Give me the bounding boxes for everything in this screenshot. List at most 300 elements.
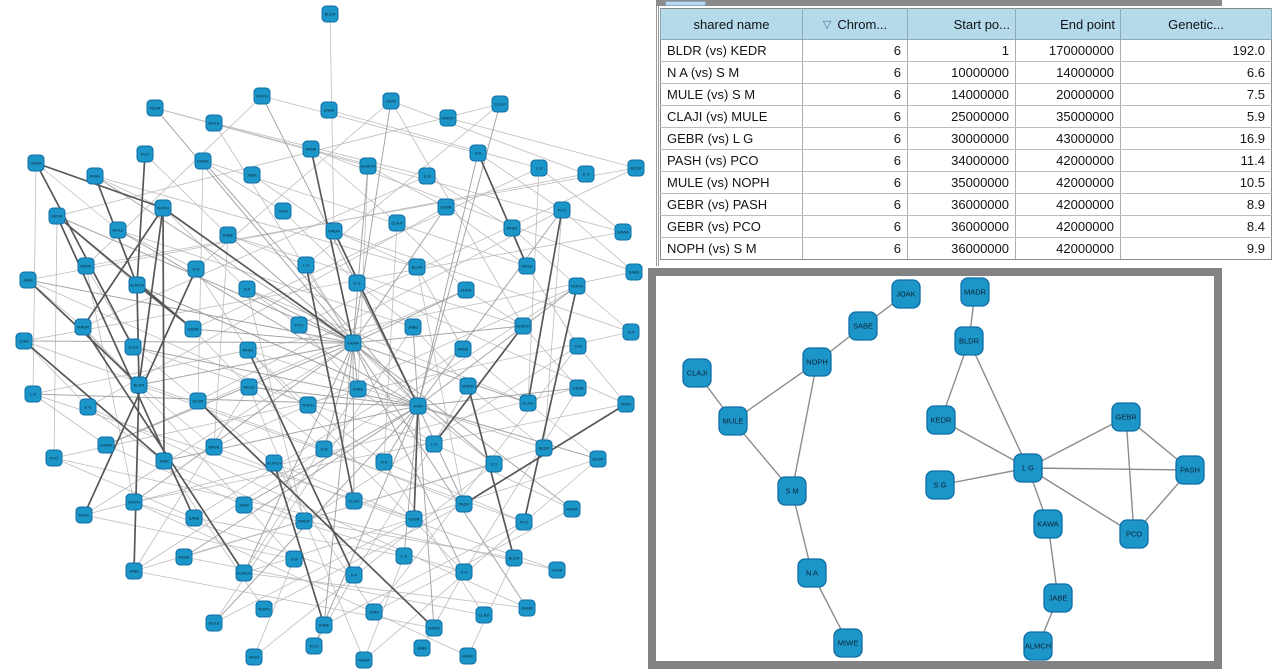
network-node[interactable]	[236, 565, 252, 581]
table-cell-start-point[interactable]: 1	[908, 40, 1016, 62]
node-label: BLDR	[324, 11, 336, 17]
network-edge[interactable]	[1126, 417, 1134, 534]
node-label: SABE	[318, 622, 330, 628]
node-label: ALMCH	[515, 323, 531, 329]
network-node[interactable]	[383, 93, 399, 109]
network-node[interactable]	[25, 386, 41, 402]
network-node[interactable]	[300, 397, 316, 413]
network-node[interactable]	[185, 321, 201, 337]
network-node[interactable]	[303, 141, 319, 157]
node-label: SABE	[352, 386, 364, 392]
network-node[interactable]	[549, 562, 565, 578]
network-edge[interactable]	[57, 104, 500, 216]
node-label: MIWE	[80, 263, 92, 269]
node-label: SABE	[188, 515, 200, 521]
node-label: NOPH	[302, 402, 314, 408]
network-node[interactable]	[569, 278, 585, 294]
table-cell-chromosome[interactable]: 6	[803, 172, 908, 194]
network-node[interactable]	[803, 348, 831, 376]
network-node[interactable]	[409, 259, 425, 275]
node-label: GEBR	[30, 160, 42, 166]
network-edge[interactable]	[353, 343, 354, 501]
network-edge[interactable]	[353, 343, 528, 403]
network-node[interactable]	[426, 620, 442, 636]
network-node[interactable]	[206, 615, 222, 631]
table-cell-chromosome[interactable]: 6	[803, 216, 908, 238]
network-node[interactable]	[46, 450, 62, 466]
table-cell-end-point[interactable]: 42000000	[1016, 238, 1121, 260]
network-node[interactable]	[346, 567, 362, 583]
network-node[interactable]	[516, 514, 532, 530]
node-label: KAWA	[100, 442, 112, 448]
node-label: KAWA	[197, 158, 209, 164]
network-edge[interactable]	[397, 223, 466, 290]
network-edge[interactable]	[334, 231, 417, 267]
network-node[interactable]	[455, 341, 471, 357]
table-cell-end-point[interactable]: 20000000	[1016, 84, 1121, 106]
table-row[interactable]	[661, 216, 1272, 238]
network-node[interactable]	[366, 604, 382, 620]
network-node[interactable]	[75, 319, 91, 335]
column-header-start-point[interactable]	[908, 9, 1016, 40]
node-label: JOAK	[896, 289, 916, 299]
table-cell-end-point[interactable]: 14000000	[1016, 62, 1121, 84]
network-node[interactable]	[406, 511, 422, 527]
network-node[interactable]	[1044, 584, 1072, 612]
network-node[interactable]	[296, 513, 312, 529]
table-cell-chromosome[interactable]: 6	[803, 238, 908, 260]
table-cell-start-point[interactable]: 36000000	[908, 238, 1016, 260]
network-node[interactable]	[28, 155, 44, 171]
table-cell-end-point[interactable]: 35000000	[1016, 106, 1121, 128]
network-node[interactable]	[126, 494, 142, 510]
table-cell-end-point[interactable]: 43000000	[1016, 128, 1121, 150]
network-node[interactable]	[438, 199, 454, 215]
node-label: MIWE	[305, 146, 317, 152]
network-node[interactable]	[570, 380, 586, 396]
table-cell-end-point[interactable]: 42000000	[1016, 194, 1121, 216]
network-edge[interactable]	[311, 149, 353, 343]
node-label: NOPH	[571, 283, 583, 289]
node-label: MULE	[208, 620, 220, 626]
network-node[interactable]	[564, 501, 580, 517]
network-node[interactable]	[460, 378, 476, 394]
network-node[interactable]	[125, 339, 141, 355]
column-header-label: Start po...	[953, 16, 1010, 32]
network-node[interactable]	[80, 399, 96, 415]
network-node[interactable]	[98, 437, 114, 453]
network-node[interactable]	[396, 548, 412, 564]
network-edge[interactable]	[413, 327, 418, 406]
network-node[interactable]	[628, 160, 644, 176]
network-edge[interactable]	[137, 285, 418, 406]
network-node[interactable]	[275, 203, 291, 219]
table-header	[661, 9, 1272, 40]
table-row[interactable]	[661, 150, 1272, 172]
network-node[interactable]	[291, 317, 307, 333]
node-label: MULE	[78, 512, 90, 518]
node-label: KAWA	[566, 506, 578, 512]
network-node[interactable]	[519, 258, 535, 274]
network-node[interactable]	[626, 264, 642, 280]
network-edge[interactable]	[134, 385, 139, 571]
network-node[interactable]	[778, 477, 806, 505]
network-node[interactable]	[195, 153, 211, 169]
network-edge[interactable]	[512, 228, 577, 286]
network-node[interactable]	[798, 559, 826, 587]
node-label: S G	[582, 171, 590, 177]
node-label: S G	[490, 461, 498, 467]
network-node[interactable]	[927, 406, 955, 434]
table-cell-genetic-distance[interactable]: 6.6	[1121, 62, 1272, 84]
network-node[interactable]	[256, 601, 272, 617]
node-label: S M	[785, 486, 799, 496]
node-label: S M	[290, 556, 298, 562]
network-node[interactable]	[76, 507, 92, 523]
table-cell-shared-name[interactable]: MULE (vs) S M	[661, 84, 803, 106]
network-node[interactable]	[266, 455, 282, 471]
network-node[interactable]	[137, 146, 153, 162]
network-edge[interactable]	[468, 558, 514, 656]
network-node[interactable]	[683, 359, 711, 387]
node-label: GEBR	[187, 326, 199, 332]
network-node[interactable]	[519, 600, 535, 616]
table-cell-chromosome[interactable]: 6	[803, 84, 908, 106]
network-node[interactable]	[322, 6, 338, 22]
network-node[interactable]	[254, 88, 270, 104]
network-edge[interactable]	[137, 285, 193, 329]
node-label: PASH	[620, 401, 632, 407]
node-label: JABE	[22, 277, 34, 283]
network-node[interactable]	[1014, 454, 1042, 482]
node-label: SABE	[323, 107, 335, 113]
network-node[interactable]	[239, 281, 255, 297]
node-label: N A	[805, 568, 819, 578]
network-node[interactable]	[414, 640, 430, 656]
table-cell-genetic-distance[interactable]: 9.9	[1121, 238, 1272, 260]
column-header-label: Chrom...	[837, 16, 888, 32]
network-node[interactable]	[849, 312, 877, 340]
network-node[interactable]	[615, 224, 631, 240]
network-node[interactable]	[1176, 456, 1204, 484]
table-row[interactable]	[661, 194, 1272, 216]
table-cell-end-point[interactable]: 42000000	[1016, 216, 1121, 238]
node-label: PASH	[242, 347, 254, 353]
network-edge[interactable]	[1028, 468, 1190, 470]
network-edge[interactable]	[24, 341, 353, 343]
network-edge[interactable]	[384, 462, 524, 522]
node-label: MIWE	[178, 554, 190, 560]
network-edge[interactable]	[418, 406, 598, 459]
network-node[interactable]	[155, 200, 171, 216]
network-edge[interactable]	[299, 168, 636, 325]
node-label: JABE	[416, 645, 428, 651]
table-cell-end-point[interactable]: 42000000	[1016, 150, 1121, 172]
node-label: BLDR	[133, 382, 145, 388]
network-edge[interactable]	[353, 166, 368, 343]
network-node[interactable]	[1034, 510, 1062, 538]
network-node[interactable]	[147, 100, 163, 116]
column-header-end-point[interactable]	[1016, 9, 1121, 40]
network-node[interactable]	[476, 607, 492, 623]
table-cell-chromosome[interactable]: 6	[803, 106, 908, 128]
network-node[interactable]	[110, 222, 126, 238]
network-node[interactable]	[306, 638, 322, 654]
table-cell-chromosome[interactable]: 6	[803, 62, 908, 84]
table-cell-start-point[interactable]: 36000000	[908, 194, 1016, 216]
network-edge[interactable]	[353, 101, 391, 343]
network-edge[interactable]	[106, 290, 466, 445]
network-edge[interactable]	[1028, 417, 1126, 468]
network-edge[interactable]	[198, 161, 203, 401]
table-cell-shared-name[interactable]: BLDR (vs) KEDR	[661, 40, 803, 62]
network-node[interactable]	[298, 257, 314, 273]
network-node[interactable]	[87, 168, 103, 184]
network-node[interactable]	[405, 319, 421, 335]
network-node[interactable]	[554, 202, 570, 218]
network-node[interactable]	[326, 223, 342, 239]
network-node[interactable]	[961, 278, 989, 306]
network-node[interactable]	[492, 96, 508, 112]
network-node[interactable]	[346, 493, 362, 509]
network-edge[interactable]	[466, 290, 523, 326]
table-cell-genetic-distance[interactable]: 5.9	[1121, 106, 1272, 128]
network-node[interactable]	[190, 393, 206, 409]
network-node[interactable]	[176, 549, 192, 565]
table-row[interactable]	[661, 238, 1272, 260]
network-node[interactable]	[220, 227, 236, 243]
network-node[interactable]	[126, 563, 142, 579]
network-node[interactable]	[426, 436, 442, 452]
node-label: CLAJI	[391, 220, 403, 226]
network-node[interactable]	[892, 280, 920, 308]
node-label: L G	[302, 262, 310, 268]
node-label: MADR	[77, 324, 89, 330]
network-node[interactable]	[316, 617, 332, 633]
table-cell-shared-name[interactable]: GEBR (vs) PCO	[661, 216, 803, 238]
network-node[interactable]	[286, 551, 302, 567]
network-edge[interactable]	[792, 362, 817, 491]
network-node[interactable]	[129, 277, 145, 293]
table-cell-chromosome[interactable]: 6	[803, 40, 908, 62]
table-cell-shared-name[interactable]: N A (vs) S M	[661, 62, 803, 84]
node-label: ALMCH	[129, 282, 145, 288]
network-node[interactable]	[506, 550, 522, 566]
node-label: PCO	[519, 519, 529, 525]
table-cell-shared-name[interactable]: PASH (vs) PCO	[661, 150, 803, 172]
network-node[interactable]	[719, 407, 747, 435]
network-node[interactable]	[49, 208, 65, 224]
node-label: CLAJI	[494, 101, 506, 107]
network-node[interactable]	[456, 496, 472, 512]
table-cell-genetic-distance[interactable]: 11.4	[1121, 150, 1272, 172]
node-label: S G	[460, 569, 468, 575]
node-label: PCO	[1125, 529, 1143, 539]
network-node[interactable]	[321, 102, 337, 118]
table-row[interactable]	[661, 84, 1272, 106]
filter-icon[interactable]: ▽	[822, 18, 832, 31]
network-node[interactable]	[78, 258, 94, 274]
network-edge[interactable]	[163, 208, 164, 461]
network-node[interactable]	[246, 649, 262, 665]
node-label: KEDR	[930, 415, 952, 425]
node-label: CLAJI	[348, 498, 360, 504]
network-edge[interactable]	[577, 286, 631, 332]
table-row[interactable]	[661, 106, 1272, 128]
network-node[interactable]	[156, 453, 172, 469]
network-node[interactable]	[520, 395, 536, 411]
table-row[interactable]	[661, 128, 1272, 150]
network-node[interactable]	[458, 282, 474, 298]
network-node[interactable]	[240, 342, 256, 358]
network-node[interactable]	[345, 335, 361, 351]
network-node[interactable]	[623, 324, 639, 340]
network-node[interactable]	[515, 318, 531, 334]
network-edge[interactable]	[330, 14, 334, 231]
network-edge[interactable]	[578, 346, 626, 404]
network-node[interactable]	[955, 327, 983, 355]
network-node[interactable]	[389, 215, 405, 231]
network-node[interactable]	[131, 377, 147, 393]
network-edge[interactable]	[464, 388, 578, 572]
network-node[interactable]	[236, 497, 252, 513]
network-edge[interactable]	[137, 154, 145, 285]
network-edge[interactable]	[969, 341, 1028, 468]
table-cell-chromosome[interactable]: 6	[803, 194, 908, 216]
network-node[interactable]	[206, 439, 222, 455]
network-node[interactable]	[578, 166, 594, 182]
node-label: PASH	[458, 501, 470, 507]
node-label: JOAK	[385, 98, 397, 104]
network-node[interactable]	[536, 440, 552, 456]
table-cell-start-point[interactable]: 36000000	[908, 216, 1016, 238]
node-label: GEBR	[1115, 412, 1137, 422]
network-node[interactable]	[16, 333, 32, 349]
table-cell-shared-name[interactable]: GEBR (vs) PASH	[661, 194, 803, 216]
network-node[interactable]	[456, 564, 472, 580]
column-header-shared-name[interactable]	[661, 9, 803, 40]
overview-network-canvas-area[interactable]	[656, 276, 1214, 661]
network-node[interactable]	[186, 510, 202, 526]
network-edge[interactable]	[391, 101, 523, 326]
table-cell-chromosome[interactable]: 6	[803, 150, 908, 172]
network-node[interactable]	[618, 396, 634, 412]
network-node[interactable]	[1112, 403, 1140, 431]
network-node[interactable]	[531, 160, 547, 176]
network-node[interactable]	[349, 275, 365, 291]
table-cell-start-point[interactable]: 34000000	[908, 150, 1016, 172]
network-edge[interactable]	[145, 154, 228, 235]
network-edge[interactable]	[198, 210, 562, 401]
table-cell-genetic-distance[interactable]: 16.9	[1121, 128, 1272, 150]
table-row[interactable]	[661, 172, 1272, 194]
table-cell-genetic-distance[interactable]: 8.9	[1121, 194, 1272, 216]
network-node[interactable]	[376, 454, 392, 470]
network-node[interactable]	[360, 158, 376, 174]
table-cell-shared-name[interactable]: GEBR (vs) L G	[661, 128, 803, 150]
node-label: JOAK	[238, 502, 250, 508]
node-label: MIWE	[462, 653, 474, 659]
network-edge[interactable]	[54, 216, 57, 458]
column-header-label: shared name	[693, 16, 770, 32]
node-label: NOPH	[157, 205, 169, 211]
network-node[interactable]	[570, 338, 586, 354]
overview-network-canvas[interactable]	[656, 276, 1214, 661]
node-label: MIWE	[837, 638, 859, 648]
network-node[interactable]	[206, 115, 222, 131]
network-node[interactable]	[410, 398, 426, 414]
table-cell-genetic-distance[interactable]: 7.5	[1121, 84, 1272, 106]
network-node[interactable]	[1024, 632, 1052, 660]
network-node[interactable]	[834, 629, 862, 657]
table-cell-shared-name[interactable]: MULE (vs) NOPH	[661, 172, 803, 194]
table-row[interactable]	[661, 62, 1272, 84]
network-node[interactable]	[419, 168, 435, 184]
node-label: MULE	[243, 384, 255, 390]
network-node[interactable]	[504, 220, 520, 236]
table-cell-start-point[interactable]: 10000000	[908, 62, 1016, 84]
table-cell-end-point[interactable]: 42000000	[1016, 172, 1121, 194]
attribute-table	[660, 8, 1272, 260]
node-label: KEDR	[551, 567, 563, 573]
table-cell-genetic-distance[interactable]: 192.0	[1121, 40, 1272, 62]
network-node[interactable]	[486, 456, 502, 472]
column-header-label: Genetic...	[1168, 16, 1224, 32]
network-node[interactable]	[316, 441, 332, 457]
network-edge[interactable]	[155, 108, 353, 343]
node-label: S G	[353, 280, 361, 286]
node-label: BLDR	[411, 264, 423, 270]
network-edge[interactable]	[163, 208, 247, 289]
network-node[interactable]	[20, 272, 36, 288]
table-cell-shared-name[interactable]: CLAJI (vs) MULE	[661, 106, 803, 128]
network-node[interactable]	[350, 381, 366, 397]
network-edge[interactable]	[196, 269, 248, 350]
network-node[interactable]	[460, 648, 476, 664]
network-edge[interactable]	[137, 285, 139, 385]
table-cell-start-point[interactable]: 25000000	[908, 106, 1016, 128]
node-label: PCO	[140, 151, 150, 157]
network-node[interactable]	[926, 471, 954, 499]
table-cell-genetic-distance[interactable]: 10.5	[1121, 172, 1272, 194]
network-node[interactable]	[356, 652, 372, 668]
column-header-chromosome[interactable]	[803, 9, 908, 40]
table-cell-genetic-distance[interactable]: 8.4	[1121, 216, 1272, 238]
table-cell-chromosome[interactable]: 6	[803, 128, 908, 150]
node-label: PASH	[506, 225, 518, 231]
network-node[interactable]	[440, 110, 456, 126]
node-label: MULE	[112, 227, 124, 233]
network-edge[interactable]	[36, 163, 118, 230]
network-node[interactable]	[244, 167, 260, 183]
table-row[interactable]	[661, 40, 1272, 62]
network-node[interactable]	[188, 261, 204, 277]
network-node[interactable]	[590, 451, 606, 467]
network-node[interactable]	[241, 379, 257, 395]
network-node[interactable]	[470, 145, 486, 161]
table-cell-start-point[interactable]: 30000000	[908, 128, 1016, 150]
table-cell-start-point[interactable]: 35000000	[908, 172, 1016, 194]
column-header-genetic-distance[interactable]	[1121, 9, 1272, 40]
table-cell-shared-name[interactable]: NOPH (vs) S M	[661, 238, 803, 260]
network-node[interactable]	[1120, 520, 1148, 548]
table-cell-end-point[interactable]: 170000000	[1016, 40, 1121, 62]
node-label: KEDR	[460, 287, 472, 293]
table-cell-start-point[interactable]: 14000000	[908, 84, 1016, 106]
network-edge[interactable]	[134, 387, 249, 571]
node-label: PASH	[89, 173, 101, 179]
network-edge[interactable]	[214, 286, 577, 447]
